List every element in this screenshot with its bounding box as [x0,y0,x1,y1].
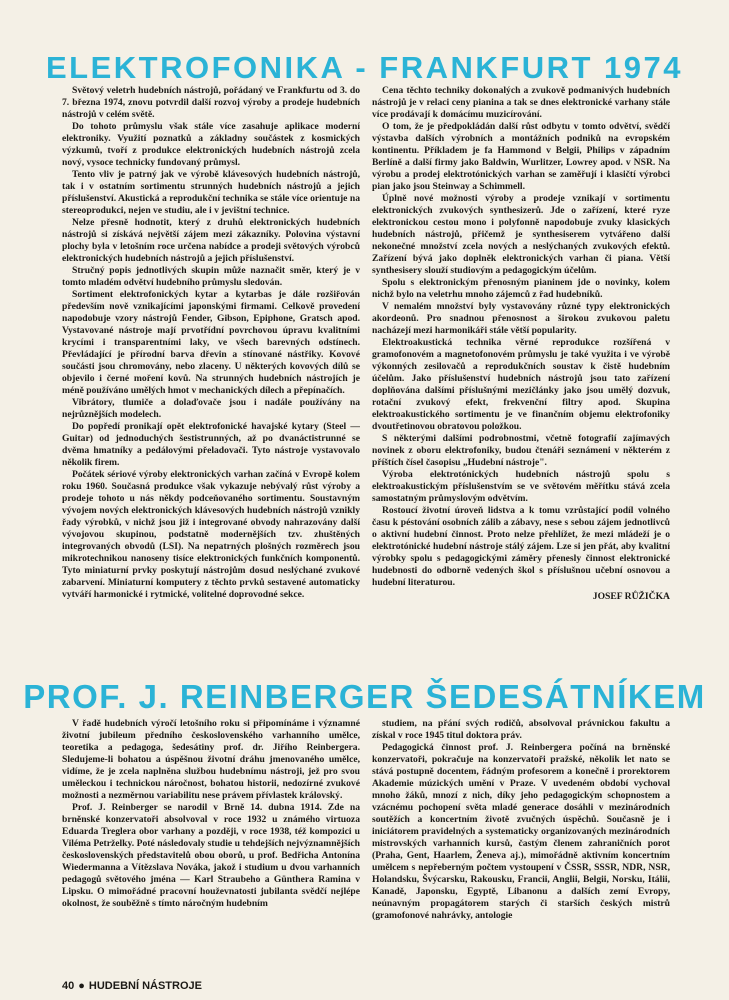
paragraph: Do tohoto průmyslu však stále více zasahuje aplikace moderní elektroniky. Využití poznatků a základny součástek z kosmických výzkumů, tvoří z produkce elektronických hudebních nástrojů zcela nový, vysoce technicky fundovaný průmysl. [62,121,360,168]
paragraph: Vibrátory, tlumiče a dolaďovače jsou i nadále používány na nejrůznějších modelech. [62,397,360,420]
page-number: 40 [62,980,75,992]
paragraph: Spolu s elektronickým přenosným pianinem jde o novinky, kolem nichž bylo na veletrhu mnoho zájemců z řad hudebníků. [372,277,670,300]
paragraph: Nelze přesně hodnotit, který z druhů elektronických hudebních nástrojů si získává největší zájem mezi zákazníky. Polovina výstavní plochy byla v letošním roce určena nabídce a prodeji světových výrobců elektronických hudebních nástrojů a jejich příslušenství. [62,217,360,264]
article2-column-left [62,718,360,970]
paragraph: V nemalém množství byly vystavovány různé typy elektronických akordeonů. Pro snadnou přenosnost a širokou zvukovou paletu nacházejí mezi harmonikáři stále větší popularity. [372,301,670,336]
author-signature: JOSEF RŮŽIČKA [592,591,670,602]
paragraph: Pedagogická činnost prof. J. Reinbergera počíná na brněnské konzervatoři, pokračuje na konzervatoři pražské, několik let nato se stává postupně docentem, řádným profesorem a konečně i prorektorem Akademie múzických umění v Praze. V uvedeném období vychoval mnoho žáků, mnozí z nich, díky jeho pedagogickým schopnostem a vzácnému pochopení světa mladé generace dosáhli v mezinárodních soutěžích a koncertním životě zvučných úspěchů. Současně je i iniciátorem pravidelných a systematicky organizovaných mezinárodních mistrovských varhanních kursů, častým členem zahraničních porot (Praha, Gent, Haarlem, Ženeva aj.), mimořádně aktivním koncertním umělcem s nepřeberným počtem vystoupení v ČSSR, SSSR, NDR, NSR, Holandsku, Švýcarsku, Rakousku, Francii, Anglii, Belgii, Norsku, Itálii, Kanadě, Japonsku, Egyptě, Libanonu a dalších zemí Evropy, neúnavným propagátorem starých či starších českých mistrů (gramofonové nahrávky, antologie [372,742,670,921]
bullet-icon: ● [78,980,85,992]
section-name: HUDEBNÍ NÁSTROJE [88,980,202,992]
paragraph: S některými dalšími podrobnostmi, včetně fotografií zajímavých novinek z oboru elektrofoniky, budou čtenáři seznámeni v některém z příštích čísel časopisu „Hudební nástroje". [372,433,670,468]
article1-column-left [62,85,360,665]
paragraph: Tento vliv je patrný jak ve výrobě klávesových hudebních nástrojů, tak i v ostatním sortimentu strunných hudebních nástrojů a jejich příslušenství. Akustická a reprodukční technika se stále více orientuje na stereoprodukci, nejen ve studiu, ale i v jevištní technice. [62,169,360,216]
article1-column-right [372,85,670,665]
article-title-reinberger: PROF. J. REINBERGER ŠEDESÁTNÍKEM [23,678,706,715]
paragraph: Cena těchto techniky dokonalých a zvukově podmanivých hudebních nástrojů je v relaci ceny pianina a tak se dnes elektronické varhany stále více prodávají k domácímu muzicírování. [372,85,670,120]
paragraph: Do popředí pronikají opět elektrofonické havajské kytary (Steel — Guitar) od jednoduchých šestistrunných, až po dvanáctistrunné se dvěma hmatníky a pedálovými přeladovači. Tyto nástroje vystavovalo několik firem. [62,421,360,468]
page-footer [62,980,202,992]
paragraph: Sortiment elektrofonických kytar a kytarbas je dále rozšiřován především nově vznikajícími japonskými firmami. Celkově provedení napodobuje vzory nástrojů Fender, Gibson, Epiphone, Gratsch apod. Vystavované nástroje mají prvotřídní povrchovou úpravu kvalitními krycími i transparentními laky, ve všech barevných odstínech. Převládající je přírodní barva dřevin a stínované nástřiky. Kovové součásti jsou chromovány, nebo zlaceny. U některých kovových dílů se objevilo i černé moření kovů. Na strunných hudebních nástrojích je méně používáno umělých hmot v mechanických dílech a přepínačích. [62,289,360,396]
paragraph: Stručný popis jednotlivých skupin může naznačit směr, který je v tomto mladém odvětví hudebního průmyslu sledován. [62,265,360,288]
paragraph: O tom, že je předpokládán další růst odbytu v tomto odvětví, svědčí výstavba dalších výrobních a montážních podniků na evropském kontinentu. Příkladem je fa Hammond v Belgii, Philips v západním Berlíně a další firmy jako Baldwin, Wurlitzer, Lowrey apod. v NSR. Na výrobu a prodej elektrotónických varhan se zaměřují i klasičtí výrobci pian jako jsou Steinway a Schimmell. [372,121,670,192]
paragraph: Světový veletrh hudebních nástrojů, pořádaný ve Frankfurtu od 3. do 7. března 1974, znovu potvrdil další rozvoj výroby a prodeje hudebních nástrojů v celém světě. [62,85,360,120]
paragraph: Rostoucí životní úroveň lidstva a k tomu vzrůstající podíl volného času k péstování osobních zálib a zábavy, nese s sebou zájem jednotlivců o aktivní hudební činnost. Proto nelze přehlížet, že mezi mládeží je o elektrotónické hudební nástroje stálý zájem. Lze si jen přát, aby kvalitní výrobky spolu s pedagogickými záměry přenesly činnost elektronické hudebnosti do odborně vedených škol s příslušnou učební osnovou a hudební literaturou. [372,505,670,588]
paragraph: V řadě hudebních výročí letošního roku si připomínáme i významné životní jubileum předního československého varhanního umělce, teoretika a pedagoga, šedesátiny prof. dr. Jiřího Reinbergera. Sledujeme-li bohatou a úspěšnou životní dráhu jmenovaného umělce, vidíme, že je zcela naplněna službou hudebnímu nástroji, jež pro svou uměleckou i technickou náročnost, bohatou historii, nedozírné zvukové možnosti a nezměrnou variabilitu nese právem přívlastek královský. [62,718,360,801]
article-title-elektrofonika: ELEKTROFONIKA - FRANKFURT 1974 [45,50,684,85]
paragraph: studiem, na přání svých rodičů, absolvoval právnickou fakultu a získal v roce 1945 titul doktora práv. [372,718,670,741]
paragraph: Úplně nové možnosti výroby a prodeje vznikají v sortimentu elektronických zvukových synthesizerů. Jde o zařízení, které ryze elektronickou cestou mono i polyfonně napodobuje zvuky klasických hudebních nástrojů, přičemž je synthesiserem vytvářeno další nekonečné množství zcela nových a neslýchaných zvukových efektů. Zařízení bývá jako doplněk elektronických varhan či piana. Větší synthesisery slouží studiovým a pedagogickým účelům. [372,193,670,276]
paragraph: Výroba elektrotónických hudebních nástrojů spolu s elektroakustickým příslušenstvím se ve světovém měřítku stává zcela samostatným průmyslovým odvětvím. [372,469,670,504]
paragraph: Počátek sériové výroby elektronických varhan začíná v Evropě kolem roku 1960. Současná produkce však vykazuje nebývalý růst výroby a prodeje tohoto u nás někdy podceňovaného sortimentu. Soustavným vývojem nových elektronických klávesových hudebních nástrojů vznikly řady výrobků, v nichž jsou již i integrované obvody nahrazovány další vývojovou skupinou, podstatně modernějších tzv. zhuštěných integrovaných obvodů (LSI). Na nepatrných plošných rozměrech jsou mikrotechnikou nanoseny tisíce elektronických funkčních komponentů. Tyto miniaturní prvky poskytují nástrojům dosud neslýchané zvukové zabarvení. Miniaturní komputery z těchto prvků sestavené automaticky vytváří harmonické i rytmické, volitelné doprovodné sekce. [62,469,360,600]
paragraph: Elektroakustická technika věrné reprodukce rozšířená v gramofonovém a magnetofonovém průmyslu je také využita i ve výrobě výkonných zesilovačů a reprodukčních soustav k čistě hudebním účelům. Jako příslušenství hudebních nástrojů jsou tato zařízení doplňována dalšími příslušnými mezičlánky jako jsou umělý dozvuk, rotační zvukový efekt, frekvenční filtry apod. Skupina elektroakustického sortimentu je ve finančním objemu elektrofoniky dvoutřetinovou obratovou položkou. [372,337,670,432]
paragraph: Prof. J. Reinberger se narodil v Brně 14. dubna 1914. Zde na brněnské konzervatoři absolvoval v roce 1932 u známého virtuoza Eduarda Treglera obor varhany a později, v roce 1938, též kompozici u Viléma Petrželky. Poté následovaly studie u tehdejších nejvýznamnějších československých představitelů obou oborů, u prof. Bedřicha Antonína Wiedermanna a Vítězslava Nováka, jakož i studium u dvou varhanních pedagogů světového jména — Karl Straubeho a Günthera Ramina v Lipsku. O mimořádné pracovní houževnatosti jubilanta svědčí nejlépe okolnost, že souběžně s tímto náročným hudebním [62,802,360,909]
article2-column-right [372,718,670,970]
